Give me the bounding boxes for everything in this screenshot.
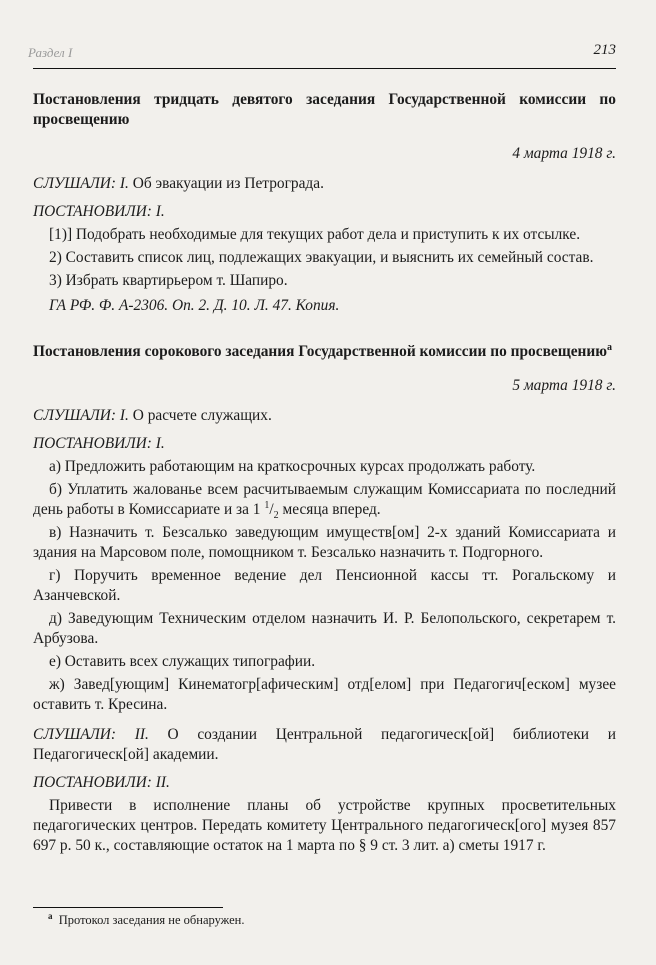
- doc2-item: д) Заведующим Техническим отделом назначить И. Р. Белопольского, секретарем т. Арбузова.: [33, 610, 616, 647]
- doc1-date: 4 марта 1918 г.: [512, 145, 616, 162]
- heard-text: О создании Центральной педагогическ[ой] библиотеки и Педагогическ[ой] академии.: [33, 726, 616, 763]
- item-b-tail: месяца вперед.: [282, 501, 381, 518]
- doc2-item-a: а) Предложить работающим на краткосрочных курсах продолжать работу.: [49, 458, 536, 475]
- heard-label: СЛУШАЛИ: II.: [33, 726, 149, 743]
- doc1-title: Постановления тридцать девятого заседания Государственной комиссии по просвещению: [33, 91, 616, 128]
- doc2-resolved-text: Привести в исполнение планы об устройстве крупных просветительных педагогических центров. Передать комитету Центрального педагогическ[ого] музея 857 697 р. 50 к., составляющие остаток на 1 марта по § 9 ст. 3 лит. а) сметы 1917 г.: [33, 797, 616, 854]
- doc1-item: 2) Составить список лиц, подлежащих эвакуации, и выяснить их семейный состав.: [49, 249, 594, 266]
- doc2-item: в) Назначить т. Безсалько заведующим имуществ[ом] 2-х зданий Комиссариата и здания на Марсовом поле, помощником т. Безсалько назначить т. Подгорного.: [33, 524, 616, 561]
- doc2-title: [33, 342, 616, 362]
- doc1-item: [1)] Подобрать необходимые для текущих работ дела и приступить к их отсылке.: [49, 226, 581, 243]
- heard-label: СЛУШАЛИ: I.: [33, 175, 129, 192]
- doc2-heard-1: [33, 406, 616, 426]
- page-content: [33, 90, 616, 856]
- doc1-resolved-label: ПОСТАНОВИЛИ: I.: [33, 203, 165, 220]
- doc2-resolved-label-1: ПОСТАНОВИЛИ: I.: [33, 435, 165, 452]
- doc1-archive-reference: ГА РФ. Ф. А-2306. Оп. 2. Д. 10. Л. 47. Копия.: [49, 297, 340, 314]
- footnote-text: Протокол заседания не обнаружен.: [58, 913, 245, 927]
- doc2-item: г) Поручить временное ведение дел Пенсионной кассы тт. Рогальскому и Азанчевской.: [33, 567, 616, 604]
- header-rule: [33, 68, 616, 69]
- doc2-item: ж) Завед[ующим] Кинематогр[афическим] отд[елом] при Педагогич[еском] музее оставить т. Кресина.: [33, 676, 616, 713]
- footnote-mark: а: [607, 341, 613, 353]
- doc1-heard: [33, 174, 616, 194]
- heard-text: Об эвакуации из Петрограда.: [132, 175, 324, 192]
- doc2-item: е) Оставить всех служащих типографии.: [49, 653, 316, 670]
- doc1-item: 3) Избрать квартирьером т. Шапиро.: [49, 272, 288, 289]
- footnote-mark: а: [48, 910, 53, 921]
- heard-label: СЛУШАЛИ: I.: [33, 407, 129, 424]
- running-header: Раздел I: [28, 45, 73, 60]
- doc2-date: 5 марта 1918 г.: [512, 377, 616, 394]
- fraction-numerator: 1: [264, 499, 270, 511]
- footnote-rule: [33, 907, 223, 908]
- doc2-item-b: [33, 480, 616, 520]
- page-number: 213: [593, 42, 616, 58]
- fraction: $^1/_2$: [264, 499, 279, 522]
- item-b-text: б) Уплатить жалованье всем расчитываемым служащим Комиссариата по последний день работы в Комиссариате и за 1: [33, 481, 616, 518]
- doc2-title-text: Постановления сорокового заседания Государственной комиссии по просвещению: [33, 343, 608, 360]
- doc2-heard-2: [33, 725, 616, 765]
- fraction-denominator: 2: [273, 510, 279, 522]
- heard-text: О расчете служащих.: [132, 407, 272, 424]
- doc2-resolved-label-2: ПОСТАНОВИЛИ: II.: [33, 774, 170, 791]
- footnote: [48, 910, 245, 928]
